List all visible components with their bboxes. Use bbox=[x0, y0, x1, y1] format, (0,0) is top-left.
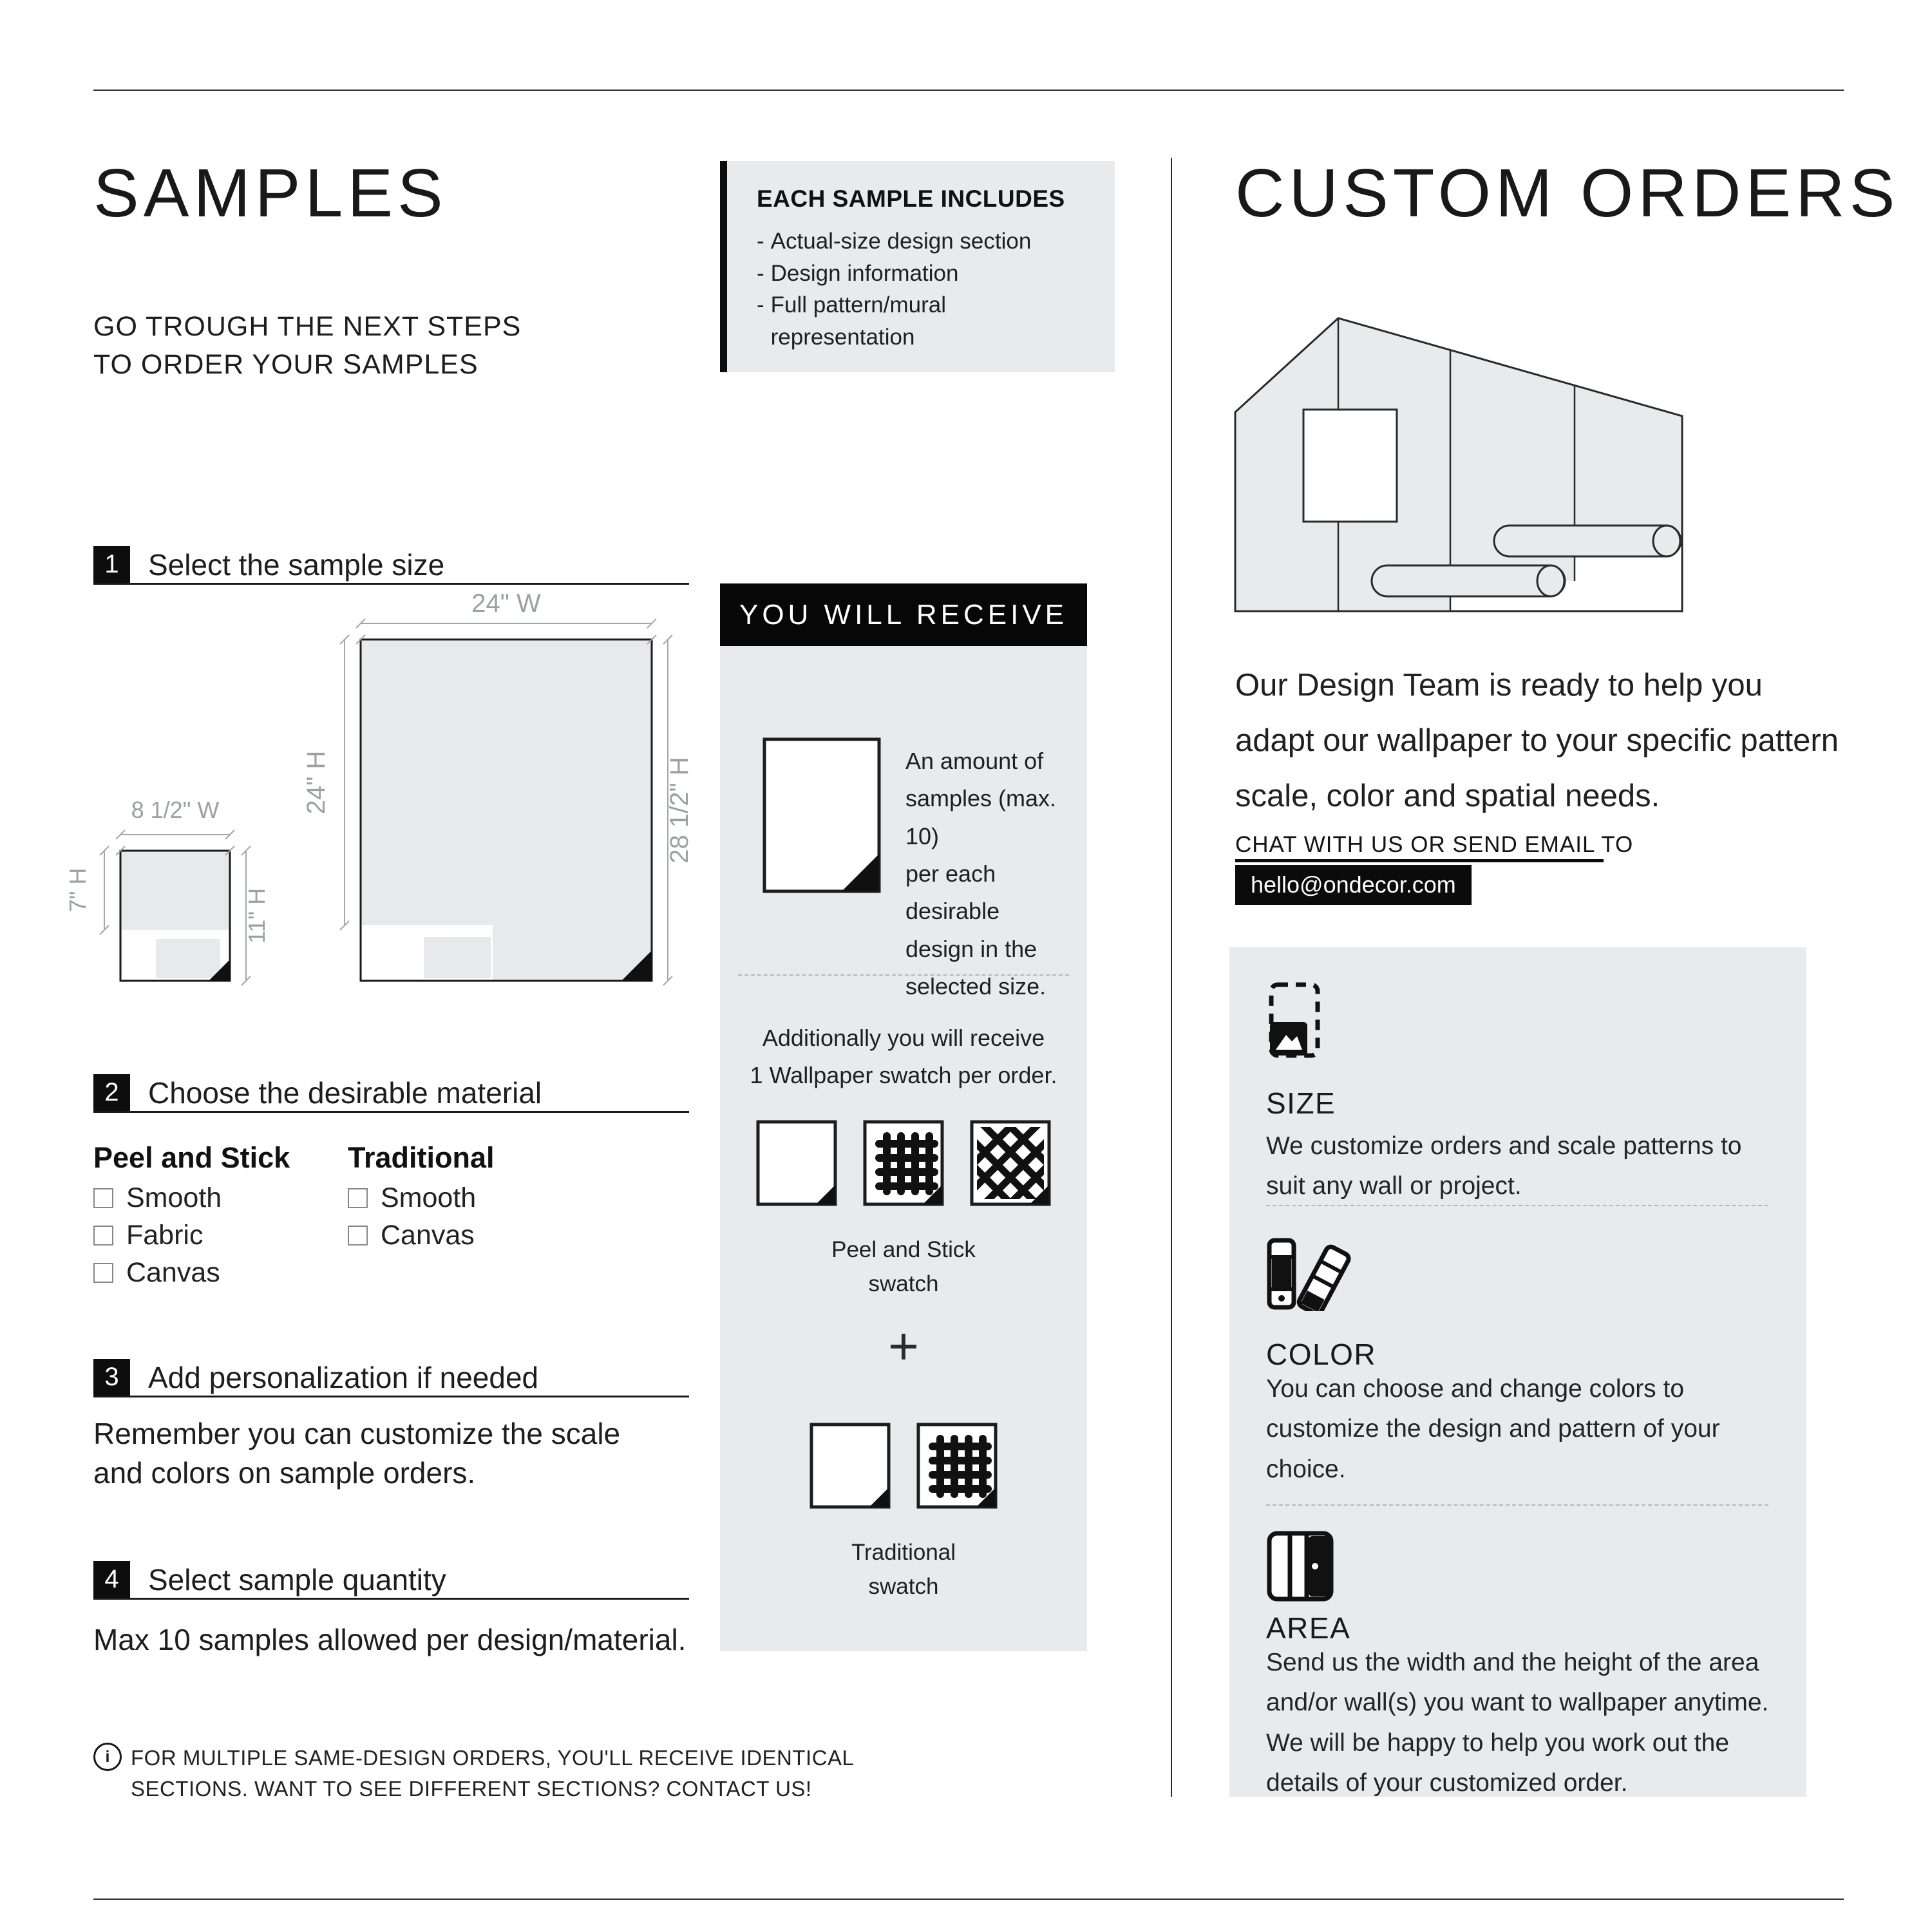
trad-smooth-label: Smooth bbox=[381, 1182, 477, 1213]
color-icon bbox=[1266, 1237, 1353, 1311]
peel-fabric-checkbox[interactable] bbox=[93, 1226, 113, 1245]
bullet: - bbox=[757, 292, 764, 318]
color-heading: COLOR bbox=[1266, 1338, 1377, 1371]
peel-canvas-label: Canvas bbox=[126, 1257, 220, 1288]
peel-smooth-label: Smooth bbox=[126, 1182, 222, 1213]
peel-smooth-checkbox[interactable] bbox=[93, 1188, 113, 1208]
size-text: We customize orders and scale patterns to suit any wall or project. bbox=[1266, 1132, 1742, 1200]
step-2-header bbox=[93, 1074, 542, 1111]
bullet: - bbox=[757, 260, 764, 286]
grid-swatch-icon bbox=[916, 1422, 998, 1510]
includes-item-1 bbox=[757, 225, 1092, 258]
includes-item-2-text: Design information bbox=[770, 260, 959, 286]
trad-option-canvas bbox=[348, 1220, 475, 1251]
chat-underline bbox=[1235, 859, 1604, 862]
step-2-number: 2 bbox=[93, 1074, 130, 1111]
you-will-receive-bar bbox=[720, 583, 1087, 646]
blank-swatch-icon bbox=[809, 1422, 891, 1510]
includes-item-3 bbox=[757, 289, 1092, 353]
large-width-label: 24" W bbox=[471, 592, 541, 618]
trad-canvas-checkbox[interactable] bbox=[348, 1226, 368, 1245]
footnote bbox=[93, 1743, 854, 1804]
sample-page-icon bbox=[762, 737, 882, 894]
step-2-label: Choose the desirable material bbox=[148, 1075, 542, 1110]
peel-option-smooth bbox=[93, 1182, 222, 1214]
plus-sign: + bbox=[888, 1317, 919, 1376]
chat-label: CHAT WITH US OR SEND EMAIL TO bbox=[1235, 832, 1634, 857]
wallpaper-roll-upper bbox=[1494, 526, 1681, 556]
area-heading: AREA bbox=[1266, 1611, 1351, 1645]
peel-option-fabric bbox=[93, 1220, 203, 1251]
color-text: You can choose and change colors to customize the design and pattern of your choice. bbox=[1266, 1375, 1720, 1483]
large-sample-inner-square bbox=[424, 937, 491, 978]
additional-line-2: 1 Wallpaper swatch per order. bbox=[750, 1061, 1057, 1088]
step-1-header bbox=[93, 546, 444, 583]
additional-note bbox=[720, 1019, 1087, 1094]
step-1-number: 1 bbox=[93, 546, 130, 583]
trad-caption-line-2: swatch bbox=[868, 1573, 939, 1599]
peel-option-canvas bbox=[93, 1257, 220, 1289]
trad-canvas-label: Canvas bbox=[381, 1220, 475, 1251]
custom-orders-title: CUSTOM ORDERS bbox=[1235, 155, 1900, 231]
trad-smooth-checkbox[interactable] bbox=[348, 1188, 368, 1208]
size-icon bbox=[1266, 981, 1334, 1059]
footnote-line-2: SECTIONS. WANT TO SEE DIFFERENT SECTIONS? CONTACT US! bbox=[131, 1776, 812, 1801]
sample-size-diagram bbox=[64, 592, 708, 1018]
column-divider bbox=[1171, 158, 1172, 1797]
footnote-line-1: FOR MULTIPLE SAME-DESIGN ORDERS, YOU'LL RECEIVE IDENTICAL bbox=[131, 1746, 855, 1770]
peel-fabric-label: Fabric bbox=[126, 1220, 204, 1251]
step-1-label: Select the sample size bbox=[148, 547, 445, 582]
intro-line-1: GO TROUGH THE NEXT STEPS bbox=[93, 311, 522, 342]
peel-canvas-checkbox[interactable] bbox=[93, 1263, 113, 1283]
receive-title: YOU WILL RECEIVE bbox=[739, 598, 1068, 630]
step-3-header bbox=[93, 1359, 538, 1396]
small-height-left-label: 7" H bbox=[64, 867, 91, 913]
crosshatch-swatch-icon bbox=[969, 1119, 1052, 1207]
custom-box-divider bbox=[1266, 1504, 1768, 1506]
small-sample-inner-square bbox=[156, 939, 220, 978]
wallpaper-roll-lower bbox=[1372, 565, 1565, 596]
additional-line-1: Additionally you will receive bbox=[762, 1025, 1045, 1051]
step-1-underline bbox=[93, 583, 689, 585]
step-3-note: Remember you can customize the scale and colors on sample orders. bbox=[93, 1417, 621, 1490]
desc-line-2: samples (max. 10) bbox=[905, 785, 1057, 849]
top-rule bbox=[93, 90, 1844, 91]
step-4-note: Max 10 samples allowed per design/material. bbox=[93, 1623, 687, 1656]
size-heading: SIZE bbox=[1266, 1086, 1336, 1120]
peel-caption-line-1: Peel and Stick bbox=[831, 1237, 976, 1262]
small-height-right-label: 11" H bbox=[243, 887, 270, 944]
area-icon bbox=[1266, 1530, 1334, 1602]
window bbox=[1303, 410, 1397, 522]
traditional-title: Traditional bbox=[348, 1141, 495, 1174]
desc-line-5: selected size. bbox=[905, 972, 1046, 999]
step-4-header bbox=[93, 1561, 446, 1598]
trad-option-smooth bbox=[348, 1182, 476, 1214]
info-icon: i bbox=[93, 1743, 122, 1771]
desc-line-4: design in the bbox=[905, 935, 1037, 962]
peel-swatch-caption bbox=[720, 1233, 1087, 1301]
custom-box-divider bbox=[1266, 1205, 1768, 1206]
trad-caption-line-1: Traditional bbox=[851, 1540, 956, 1565]
step-4-label: Select sample quantity bbox=[148, 1562, 446, 1596]
desc-line-1: An amount of bbox=[905, 748, 1044, 774]
email-badge[interactable]: hello@ondecor.com bbox=[1235, 865, 1472, 905]
wallpaper-house-illustration bbox=[1224, 303, 1700, 625]
traditional-swatch-caption bbox=[720, 1536, 1087, 1604]
you-will-receive-box bbox=[720, 646, 1087, 1651]
peel-caption-line-2: swatch bbox=[868, 1271, 939, 1296]
step-4-number: 4 bbox=[93, 1561, 130, 1598]
bullet: - bbox=[757, 229, 764, 254]
bottom-rule bbox=[93, 1899, 1844, 1900]
includes-title: EACH SAMPLE INCLUDES bbox=[757, 185, 1065, 212]
receive-divider bbox=[738, 974, 1069, 976]
receive-description bbox=[905, 743, 1087, 1005]
area-text: Send us the width and the height of the area and/or wall(s) you want to wallpaper anytime. We will be happy to help you work out the details of your customized order. bbox=[1266, 1649, 1769, 1797]
samples-intro bbox=[93, 308, 521, 384]
grid-swatch-icon bbox=[862, 1119, 945, 1207]
includes-item-1-text: Actual-size design section bbox=[770, 229, 1032, 254]
step-3-underline bbox=[93, 1396, 689, 1397]
design-team-paragraph: Our Design Team is ready to help you adapt our wallpaper to your specific pattern scale, color and spatial needs. bbox=[1235, 668, 1839, 813]
traditional-swatch-row bbox=[720, 1422, 1087, 1510]
peel-and-stick-title: Peel and Stick bbox=[93, 1141, 290, 1174]
step-3-number: 3 bbox=[93, 1359, 130, 1396]
includes-item-3-text: Full pattern/mural representation bbox=[770, 292, 946, 350]
intro-line-2: TO ORDER YOUR SAMPLES bbox=[93, 349, 478, 381]
each-sample-includes-box bbox=[720, 161, 1115, 372]
step-3-label: Add personalization if needed bbox=[148, 1360, 539, 1394]
custom-orders-box bbox=[1229, 947, 1806, 1797]
desc-line-3: per each desirable bbox=[905, 860, 1000, 925]
includes-item-2 bbox=[757, 258, 1092, 290]
samples-title: SAMPLES bbox=[93, 155, 448, 231]
step-4-underline bbox=[93, 1598, 689, 1600]
blank-swatch-icon bbox=[755, 1119, 838, 1207]
peel-swatch-row bbox=[720, 1119, 1087, 1207]
step-2-underline bbox=[93, 1111, 689, 1113]
large-height-left-label: 24" H bbox=[302, 750, 330, 815]
large-height-right-label: 28 1/2" H bbox=[665, 757, 694, 864]
small-width-label: 8 1/2" W bbox=[131, 797, 220, 823]
